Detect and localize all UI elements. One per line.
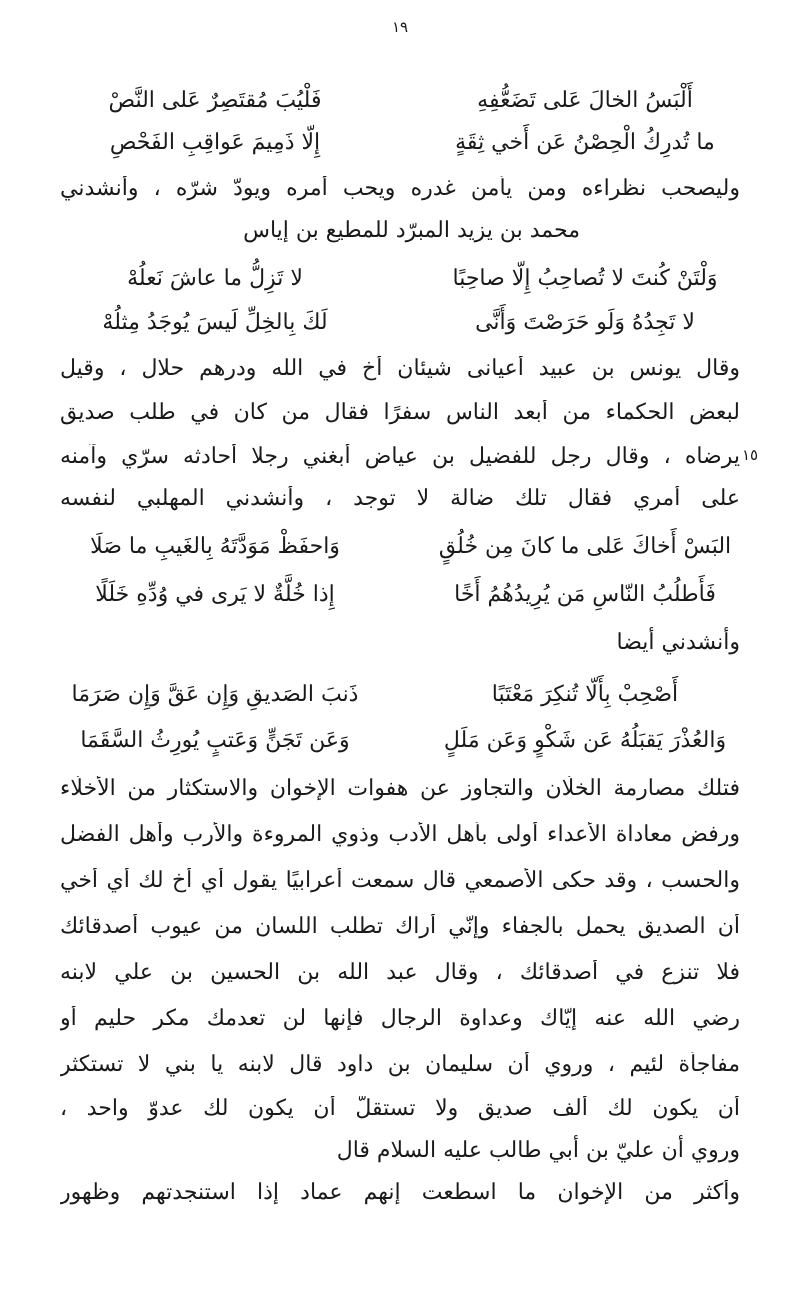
hemistich-left: إِلّا ذَمِيمَ عَواقِبِ الفَحْصِ bbox=[109, 130, 321, 155]
hemistich-left: ذَنبَ الصَديقِ وَإِن عَقَّ وَإِن صَرَمَا bbox=[71, 682, 359, 707]
prose-line: محمد بن يزيد المبرّد للمطيع بن إياس bbox=[243, 218, 580, 243]
prose-paragraph bbox=[60, 176, 740, 256]
hemistich-right: لا تَجِدُهُ وَلَو حَرَصْتَ وَأَنَّى bbox=[475, 310, 695, 335]
prose-line: رضي الله عنه إيّاك وعداوة الرجال فإنها لن تعدمك مكر حليم أو bbox=[60, 1006, 740, 1031]
hemistich-right: وَالعُذْرَ يَقبَلُهُ عَن شَكْوٍ وَعَن مَلَلٍ bbox=[443, 728, 727, 753]
verse-line bbox=[50, 310, 750, 340]
prose-line: لبعض الحكماء من أبعد الناس سفرًا فقال من كان في طلب صديق bbox=[60, 400, 740, 425]
hemistich-right: فَأَطلُبُ النّاسِ مَن يُرِيدُهُمُ أَخًا bbox=[454, 582, 716, 607]
hemistich-left: لَكَ بِالخِلِّ لَيسَ يُوجَدُ مِثلُهْ bbox=[102, 310, 328, 335]
verse-line bbox=[50, 266, 750, 296]
hemistich-right: ما تُدرِكُ الْحِصْنُ عَن أَخي ثِقَةٍ bbox=[455, 130, 715, 155]
verse-line bbox=[50, 582, 750, 612]
prose-paragraph bbox=[60, 356, 740, 536]
prose-paragraph bbox=[60, 776, 740, 1256]
hemistich-left: وَاحفَظْ مَوَدَّتَهُ بِالغَيبِ ما صَلَا bbox=[90, 534, 340, 559]
prose-line: على أمري فقال تلك ضالة لا توجد ، وأنشدني المهلبي لنفسه bbox=[60, 486, 740, 511]
page-number: ١٩ bbox=[391, 18, 409, 36]
hemistich-right: وَلْتَنْ كُنتَ لا تُصاحِبُ إِلّا صاحِبًا bbox=[452, 266, 718, 291]
line-number-marker: ١٥ bbox=[742, 446, 759, 464]
verse-line bbox=[50, 728, 750, 758]
prose-line: فتلك مصارمة الخلّان والتجاوز عن هفوات الإخوان والاستكثار من الأخلّاء bbox=[60, 776, 740, 801]
prose-line: يرضاه ، وقال رجل للفضيل بن عياض أبغني رجلا أحادثه سرّي وآمنه bbox=[60, 444, 740, 469]
hemistich-left: وَعَن تَجَنٍّ وَعَتبٍ يُورِثُ السَّقَمَا bbox=[80, 728, 350, 753]
prose-line: مفاجأة لئيم ، وروي أن سليمان بن داود قال لابنه يا بني لا تستكثر bbox=[60, 1052, 740, 1077]
prose-line: وقال يونس بن عبيد أعيانى شيئان أخ في الله ودرهم حلال ، وقيل bbox=[60, 356, 740, 381]
prose-line: فلا تنزع في أصدقائك ، وقال عبد الله بن الحسين بن علي لابنه bbox=[60, 960, 740, 985]
verse-line bbox=[50, 682, 750, 712]
prose-line: أن الصديق يحمل بالجفاء وإنّي أراك تطلب اللسان من عيوب أصدقائك bbox=[60, 914, 740, 939]
verse-line bbox=[50, 534, 750, 564]
hemistich-left: فَلْيُبَ مُقتَصِرٌ عَلى النَّصْ bbox=[108, 88, 322, 113]
hemistich-right: أَلْبَسُ الخالَ عَلى تَضَعُّفِهِ bbox=[477, 88, 693, 113]
verse-line bbox=[50, 130, 750, 160]
prose-line: ورفض معاداة الأعداء أولى بأهل الأدب وذوي المروءة والأرب وأهل الفضل bbox=[60, 822, 740, 847]
hemistich-right: البَسْ أَخاكَ عَلى ما كانَ مِن خُلُقٍ bbox=[438, 534, 732, 559]
prose-line: وليصحب نظراءه ومن يأمن غدره ويحب أمره ويودّ شرّه ، وأنشدني bbox=[60, 176, 740, 201]
prose-line: والحسب ، وقد حكى الأصمعي قال سمعت أعرابيًا يقول أي أخ لك أي أخي bbox=[60, 868, 740, 893]
prose-line: وأكثر من الإخوان ما اسطعت إنهم عماد إذا استنجدتهم وظهور bbox=[60, 1180, 740, 1205]
hemistich-left: لا تَزِلُّ ما عاشَ نَعلُهْ bbox=[127, 266, 303, 291]
prose-line: أن يكون لك ألف صديق ولا تستقلّ أن يكون لك عدوّ واحد ، bbox=[60, 1096, 740, 1121]
verse-line bbox=[50, 88, 750, 118]
hemistich-left: إِذا خُلَّةٌ لا يَرى في وُدِّهِ خَلَلًا bbox=[95, 582, 335, 607]
prose-line: وأنشدني أيضا bbox=[616, 630, 740, 655]
prose-line: وروي أن عليّ بن أبي طالب عليه السلام قال bbox=[336, 1138, 740, 1163]
hemistich-right: أَصْحِبْ بِأَلّا تُنكِرَ مَعْتَبًا bbox=[491, 682, 679, 707]
